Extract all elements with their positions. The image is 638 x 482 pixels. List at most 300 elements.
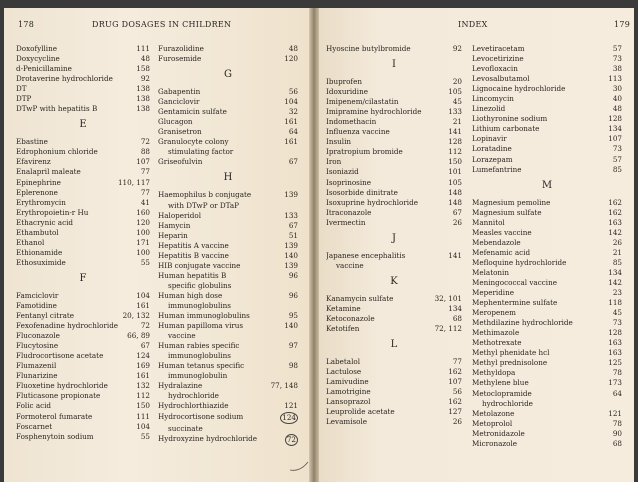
index-entry	[16, 351, 150, 361]
entry-page: 72	[140, 321, 150, 331]
index-entry	[158, 391, 298, 401]
entry-name: Metoclopramide	[472, 388, 532, 398]
index-entry	[326, 97, 462, 107]
entry-page: 163	[608, 348, 622, 358]
entry-page: 23	[612, 288, 622, 298]
index-entry	[158, 361, 298, 371]
entry-page: 134	[608, 267, 622, 277]
entry-page: 68	[612, 438, 622, 448]
index-entry	[158, 341, 298, 351]
section-letter: I	[392, 59, 396, 71]
entry-page: 128	[448, 137, 462, 147]
entry-page: 132	[136, 381, 150, 391]
entry-name: Gabapentin	[158, 87, 201, 97]
entry-name: hydrochloride	[482, 398, 533, 408]
index-entry	[472, 208, 622, 218]
index-entry	[326, 178, 462, 188]
entry-page: 150	[136, 401, 150, 411]
entry-page: 67	[140, 341, 150, 351]
entry-name: Fentanyl citrate	[16, 311, 74, 321]
entry-page: 40	[612, 94, 622, 104]
index-entry	[16, 198, 150, 208]
index-entry	[16, 188, 150, 198]
index-entry	[158, 434, 298, 446]
entry-page: 67	[288, 157, 298, 167]
entry-name: Ketoconazole	[326, 313, 375, 323]
index-entry	[16, 361, 150, 371]
index-entry	[16, 147, 150, 157]
entry-name: Glucagon	[158, 117, 193, 127]
entry-page: 57	[612, 154, 622, 164]
entry-page: 100	[136, 247, 150, 257]
index-entry	[158, 147, 298, 157]
index-entry	[158, 424, 298, 434]
index-entry	[326, 157, 462, 167]
entry-name: Flucytosine	[16, 341, 59, 351]
index-entry	[16, 258, 150, 268]
entry-page: 139	[284, 190, 298, 200]
entry-page: 134	[608, 124, 622, 134]
entry-page: 104	[136, 290, 150, 300]
index-entry	[326, 251, 462, 261]
entry-page: 163	[608, 217, 622, 227]
entry-page: 85	[612, 164, 622, 174]
entry-page: 56	[452, 387, 462, 397]
entry-name: Isoniazid	[326, 167, 359, 177]
entry-page: 134	[448, 303, 462, 313]
entry-name: Lincomycin	[472, 94, 514, 104]
index-entry	[472, 114, 622, 124]
entry-page: 120	[284, 54, 298, 64]
entry-name: Lamivudine	[326, 377, 369, 387]
entry-name: Methylene blue	[472, 378, 529, 388]
entry-name: Levetiracetam	[472, 44, 525, 53]
index-entry	[472, 429, 622, 439]
index-entry	[16, 228, 150, 238]
entry-name: Ivermectin	[326, 217, 366, 227]
entry-name: succinate	[168, 423, 203, 433]
index-entry	[16, 422, 150, 432]
index-entry	[16, 104, 150, 114]
entry-name: Hydrochlorthiazide	[158, 401, 229, 411]
index-entry	[16, 432, 150, 442]
entry-page: 51	[288, 230, 298, 240]
index-entry	[16, 218, 150, 228]
index-entry	[158, 311, 298, 321]
index-entry	[158, 301, 298, 311]
index-entry	[326, 304, 462, 314]
entry-page: 66, 89	[127, 331, 150, 341]
index-entry	[326, 397, 462, 407]
index-entry	[326, 87, 462, 97]
entry-page: 111	[136, 44, 150, 53]
entry-page: 121	[284, 401, 298, 411]
entry-page: 162	[448, 397, 462, 407]
entry-name: Fludrocortisone acetate	[16, 351, 104, 361]
entry-name: Methdilazine hydrochloride	[472, 318, 573, 328]
index-column-3	[326, 44, 462, 427]
entry-page: 111	[136, 411, 150, 421]
entry-page: 100	[136, 227, 150, 237]
entry-page: 78	[612, 368, 622, 378]
entry-name: Ipratropium bromide	[326, 147, 403, 157]
entry-name: Linezolid	[472, 104, 506, 114]
entry-page: 173	[608, 378, 622, 388]
index-entry	[472, 368, 622, 378]
entry-page: 163	[608, 338, 622, 348]
entry-page: 72	[285, 434, 298, 446]
entry-name: Ketamine	[326, 303, 361, 313]
entry-name: Liothyronine sodium	[472, 114, 548, 124]
entry-page: 133	[284, 210, 298, 220]
entry-page: 138	[136, 104, 150, 114]
index-entry	[158, 54, 298, 64]
index-entry	[472, 288, 622, 298]
index-entry	[158, 44, 298, 54]
entry-name: immunoglobulin	[168, 371, 228, 381]
entry-page: 45	[452, 97, 462, 107]
index-entry	[158, 190, 298, 200]
entry-page: 72, 112	[434, 323, 462, 333]
index-entry	[158, 271, 298, 281]
entry-name: Fluticasone propionate	[16, 391, 101, 401]
index-entry	[158, 127, 298, 137]
entry-name: Levofloxacin	[472, 64, 518, 74]
entry-name: Isoprinosine	[326, 177, 372, 187]
entry-name: vaccine	[336, 260, 364, 270]
index-entry	[472, 389, 622, 399]
entry-name: Enalapril maleate	[16, 167, 81, 177]
index-entry	[16, 391, 150, 401]
index-entry	[326, 107, 462, 117]
entry-name: Ganciclovir	[158, 97, 200, 107]
index-entry	[326, 387, 462, 397]
entry-page: 162	[608, 207, 622, 217]
index-entry	[158, 412, 298, 424]
index-entry	[472, 84, 622, 94]
entry-page: 21	[452, 117, 462, 127]
entry-page: 113	[608, 74, 622, 84]
entry-name: Eplerenone	[16, 187, 58, 197]
entry-page: 148	[448, 197, 462, 207]
entry-name: Isosorbide dinitrate	[326, 187, 398, 197]
index-entry	[472, 198, 622, 208]
section-letter: K	[390, 275, 398, 287]
entry-page: 85	[612, 257, 622, 267]
index-entry	[472, 308, 622, 318]
entry-name: Levocetirizine	[472, 54, 524, 64]
index-entry	[158, 211, 298, 221]
index-entry	[326, 314, 462, 324]
entry-page: 96	[288, 270, 298, 280]
entry-page: 139	[284, 260, 298, 270]
entry-name: Heparin	[158, 230, 188, 240]
entry-name: Hepatitis A vaccine	[158, 240, 229, 250]
entry-page: 20	[452, 77, 462, 87]
index-entry	[158, 331, 298, 341]
entry-page: 67	[452, 207, 462, 217]
entry-page: 142	[608, 227, 622, 237]
entry-name: Hepatitis B vaccine	[158, 250, 229, 260]
index-entry	[472, 165, 622, 175]
entry-page: 48	[612, 104, 622, 114]
index-entry	[326, 77, 462, 87]
entry-page: 38	[612, 64, 622, 74]
index-entry	[158, 241, 298, 251]
index-entry	[16, 248, 150, 258]
entry-page: 133	[448, 107, 462, 117]
index-entry	[158, 321, 298, 331]
index-entry	[16, 371, 150, 381]
entry-page: 142	[608, 277, 622, 287]
entry-page: 96	[288, 290, 298, 300]
entry-name: HIB conjugate vaccine	[158, 260, 241, 270]
entry-page: 64	[612, 388, 622, 398]
entry-page: 41	[140, 197, 150, 207]
entry-name: Metronidazole	[472, 428, 525, 438]
entry-page: 107	[608, 134, 622, 144]
entry-name: specific globulins	[168, 280, 232, 290]
index-entry	[16, 238, 150, 248]
entry-name: Ethanol	[16, 237, 45, 247]
entry-name: Furosemide	[158, 54, 202, 64]
entry-page: 162	[608, 197, 622, 207]
entry-page: 20, 132	[122, 311, 150, 321]
entry-page: 140	[284, 321, 298, 331]
entry-page: 105	[448, 87, 462, 97]
entry-page: 26	[452, 217, 462, 227]
section-letter: G	[224, 69, 232, 81]
index-entry	[16, 64, 150, 74]
entry-page: 55	[140, 257, 150, 267]
entry-name: Lopinavir	[472, 134, 507, 144]
entry-name: Meropenem	[472, 308, 516, 318]
entry-name: Haemophilus b conjugate	[158, 190, 252, 200]
entry-page: 77, 148	[270, 381, 298, 391]
index-entry	[158, 231, 298, 241]
entry-page: 64	[288, 127, 298, 137]
entry-name: DTP	[16, 94, 32, 104]
index-entry	[326, 198, 462, 208]
entry-name: Mefloquine hydrochloride	[472, 257, 567, 267]
entry-name: Granulocyte colony	[158, 137, 229, 147]
index-entry	[472, 298, 622, 308]
index-entry	[16, 94, 150, 104]
index-entry	[158, 117, 298, 127]
index-entry	[326, 147, 462, 157]
index-entry	[16, 208, 150, 218]
index-entry	[16, 341, 150, 351]
entry-name: Japanese encephalitis	[326, 250, 406, 260]
entry-name: Magnesium sulfate	[472, 207, 542, 217]
entry-page: 78	[612, 418, 622, 428]
entry-name: hydrochloride	[168, 391, 219, 401]
index-entry	[472, 338, 622, 348]
entry-name: immunoglobulins	[168, 300, 231, 310]
index-entry	[158, 281, 298, 291]
entry-page: 138	[136, 84, 150, 94]
entry-name: Lactulose	[326, 367, 362, 377]
entry-name: Mephentermine sulfate	[472, 298, 558, 308]
entry-page: 73	[612, 54, 622, 64]
book-gutter	[309, 8, 319, 482]
entry-name: Fosphenytoin sodium	[16, 431, 94, 441]
entry-name: Melatonin	[472, 267, 509, 277]
entry-page: 125	[608, 358, 622, 368]
index-entry	[326, 324, 462, 334]
index-entry	[472, 238, 622, 248]
index-entry	[472, 258, 622, 268]
index-entry	[16, 412, 150, 422]
index-entry	[472, 278, 622, 288]
entry-page: 30	[612, 84, 622, 94]
entry-name: Metolazone	[472, 408, 515, 418]
entry-page: 105	[448, 177, 462, 187]
entry-page: 98	[288, 361, 298, 371]
index-entry	[472, 268, 622, 278]
entry-page: 77	[140, 187, 150, 197]
entry-page: 48	[288, 44, 298, 53]
index-entry	[472, 64, 622, 74]
section-letter: L	[390, 339, 398, 351]
index-entry	[16, 331, 150, 341]
entry-page: 48	[140, 54, 150, 64]
entry-name: vaccine	[168, 331, 196, 341]
index-entry	[472, 94, 622, 104]
entry-name: Hydroxyzine hydrochloride	[158, 433, 257, 443]
index-entry	[16, 74, 150, 84]
index-entry	[472, 44, 622, 54]
entry-page: 139	[284, 240, 298, 250]
entry-name: Drotaverine hydrochloride	[16, 74, 113, 84]
index-entry	[158, 221, 298, 231]
index-entry	[472, 124, 622, 134]
entry-name: Famciclovir	[16, 290, 59, 300]
entry-name: Methimazole	[472, 328, 520, 338]
entry-name: Mebendazole	[472, 237, 521, 247]
entry-name: Meningococcal vaccine	[472, 277, 557, 287]
entry-page: 118	[608, 298, 622, 308]
index-entry	[472, 248, 622, 258]
entry-page: 55	[140, 431, 150, 441]
entry-name: Hydrocortisone sodium	[158, 411, 244, 421]
entry-name: Imipramine hydrochloride	[326, 107, 422, 117]
entry-name: Lignocaine hydrochloride	[472, 84, 566, 94]
entry-page: 77	[452, 357, 462, 367]
entry-name: Mefenamic acid	[472, 247, 531, 257]
index-entry	[326, 377, 462, 387]
index-entry	[472, 318, 622, 328]
index-entry	[472, 358, 622, 368]
entry-name: Loratadine	[472, 144, 512, 154]
entry-page: 161	[284, 137, 298, 147]
entry-name: Human hepatitis B	[158, 270, 227, 280]
right-running-title: INDEX	[458, 20, 488, 29]
index-entry	[16, 137, 150, 147]
index-entry	[158, 401, 298, 411]
entry-name: Ethacrynic acid	[16, 217, 74, 227]
entry-name: Efavirenz	[16, 157, 51, 167]
entry-page: 92	[452, 44, 462, 53]
entry-page: 161	[136, 371, 150, 381]
index-entry	[158, 351, 298, 361]
entry-name: Methyl phenidate hcl	[472, 348, 550, 358]
entry-page: 73	[612, 318, 622, 328]
entry-name: Human rabies specific	[158, 341, 240, 351]
index-entry	[16, 84, 150, 94]
entry-name: Isoxuprine hydrochloride	[326, 197, 418, 207]
entry-page: 73	[612, 144, 622, 154]
entry-name: Haloperidol	[158, 210, 201, 220]
entry-name: Insulin	[326, 137, 352, 147]
entry-name: Lamotrigine	[326, 387, 371, 397]
section-letter: J	[391, 232, 396, 244]
index-entry	[158, 201, 298, 211]
index-entry	[16, 291, 150, 301]
entry-page: 112	[136, 391, 150, 401]
entry-name: Idoxuridine	[326, 87, 368, 97]
index-entry	[158, 157, 298, 167]
entry-page: 32	[288, 107, 298, 117]
entry-page: 26	[452, 417, 462, 427]
index-entry	[472, 104, 622, 114]
entry-name: Erythromycin	[16, 197, 66, 207]
entry-page: 162	[448, 367, 462, 377]
entry-name: d-Penicillamine	[16, 64, 72, 74]
entry-page: 45	[612, 308, 622, 318]
entry-page: 101	[448, 167, 462, 177]
index-entry	[158, 251, 298, 261]
entry-name: Methyldopa	[472, 368, 516, 378]
index-entry	[326, 261, 462, 271]
entry-name: Foscarnet	[16, 421, 53, 431]
entry-page: 160	[136, 207, 150, 217]
entry-page: 92	[140, 74, 150, 84]
index-entry	[16, 54, 150, 64]
index-entry	[472, 144, 622, 154]
entry-name: Fluoxetine hydrochloride	[16, 381, 108, 391]
index-entry	[16, 157, 150, 167]
entry-name: Influenza vaccine	[326, 127, 390, 137]
right-page-number: 179	[614, 20, 631, 29]
entry-page: 56	[288, 87, 298, 97]
index-column-4	[472, 44, 622, 449]
index-entry	[16, 381, 150, 391]
entry-name: Human immunoglobulins	[158, 311, 250, 321]
entry-name: Levosalbutamol	[472, 74, 530, 84]
index-entry	[158, 381, 298, 391]
entry-name: Measles vaccine	[472, 227, 532, 237]
entry-name: Hamycin	[158, 220, 191, 230]
index-entry	[472, 409, 622, 419]
entry-page: 90	[612, 428, 622, 438]
index-entry	[158, 137, 298, 147]
index-entry	[326, 417, 462, 427]
entry-name: Edrophonium chloride	[16, 147, 98, 157]
entry-name: Doxofylline	[16, 44, 57, 53]
entry-name: Indomethacin	[326, 117, 377, 127]
index-entry	[326, 294, 462, 304]
index-entry	[16, 401, 150, 411]
entry-name: Hyoscine butylbromide	[326, 44, 411, 53]
entry-page: 95	[288, 311, 298, 321]
index-entry	[158, 87, 298, 97]
entry-page: 110, 117	[117, 177, 150, 187]
entry-name: Methyl prednisolone	[472, 358, 548, 368]
entry-page: 141	[448, 127, 462, 137]
handwritten-arrow-mark	[288, 456, 312, 476]
entry-page: 88	[140, 147, 150, 157]
